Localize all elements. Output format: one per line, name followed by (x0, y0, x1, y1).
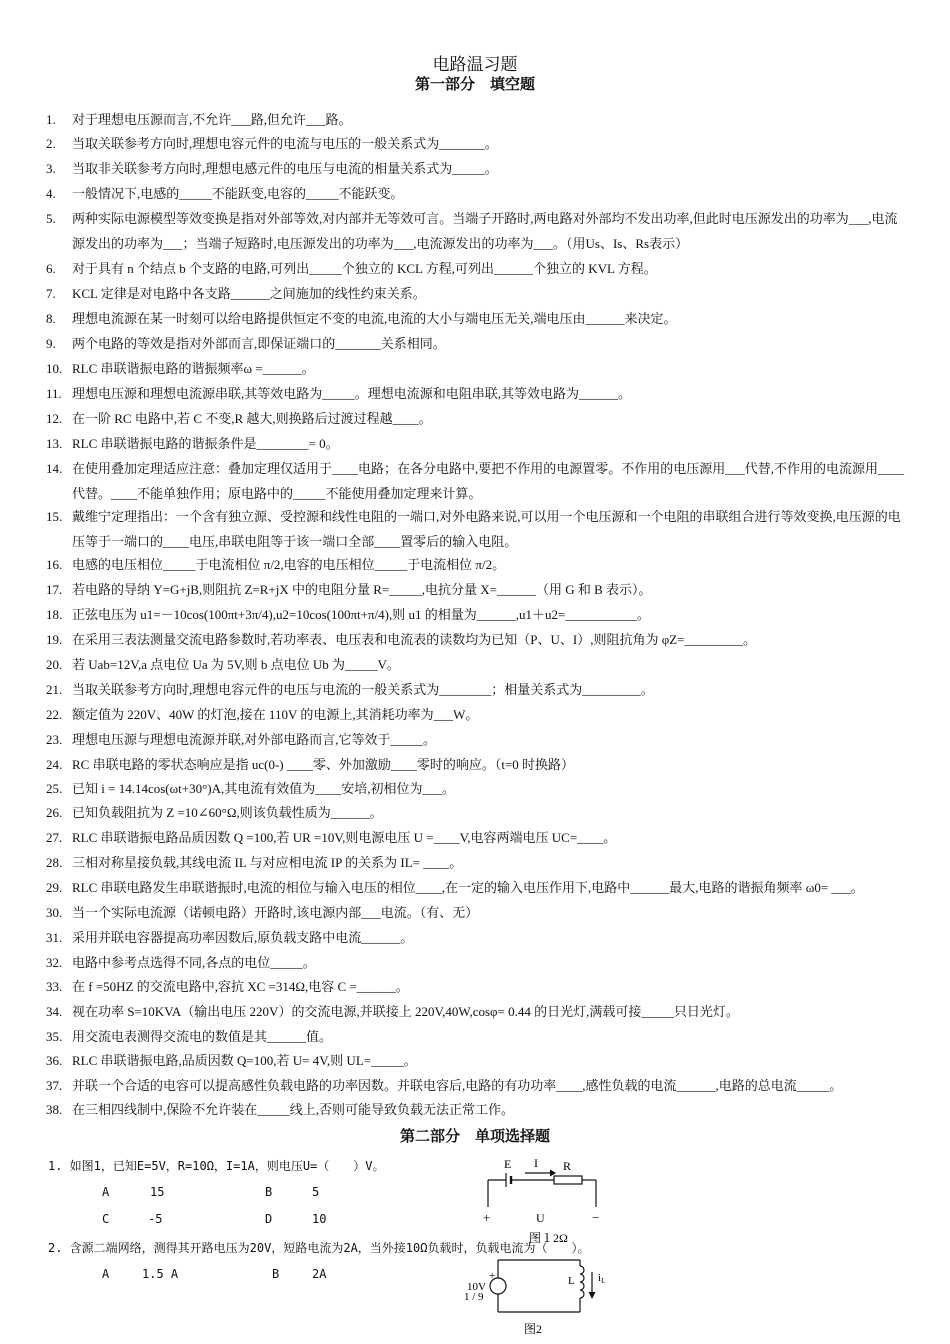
fig1-resistor (554, 1176, 582, 1184)
question-text: 正弦电压为 u1=－10cos(100πt+3π/4),u2=10cos(100πt+π/4),则 u1 的相量为______,u1＋u2=___________。 (72, 607, 650, 622)
fig1-label-u: U (536, 1211, 545, 1225)
fill-in-question (46, 505, 910, 554)
question-text: 在采用三表法测量交流电路参数时,若功率表、电压表和电流表的读数均为已知（P、U、I）,则阻抗角为 φZ=_________。 (72, 632, 756, 647)
question-number: 15. (46, 509, 63, 524)
part-one-title: 第一部分 填空题 (414, 77, 535, 93)
fill-in-question (46, 753, 910, 778)
question-number: 28. (46, 855, 63, 870)
question-text: 对于具有 n 个结点 b 个支路的电路,可列出_____个独立的 KCL 方程,可列出______个独立的 KVL 方程。 (72, 261, 657, 276)
question-number: 21. (46, 682, 63, 697)
question-number: 18. (46, 607, 63, 622)
fill-in-question (46, 207, 910, 256)
question-text: RC 串联电路的零状态响应是指 uc(0-) ____零、外加激励____零时的响应。（t=0 时换路） (72, 757, 575, 772)
question-number: 1. (46, 112, 56, 127)
fig2-il-arrowhead (589, 1292, 596, 1299)
question-text: RLC 串联谐振电路品质因数 Q =100,若 UR =10V,则电源电压 U =____V,电容两端电压 UC=____。 (72, 830, 617, 845)
question-text: 在三相四线制中,保险不允许装在_____线上,否则可能导致负载无法正常工作。 (72, 1102, 515, 1117)
fill-in-question (46, 777, 910, 802)
question-number: 34. (46, 1004, 63, 1019)
mc-q1-option-a-letter: A (102, 1185, 110, 1199)
question-number: 4. (46, 186, 56, 201)
page-title: 电路温习题 (432, 55, 518, 74)
fig1-label-minus: − (592, 1210, 600, 1225)
fig1-caption: 图１2Ω (529, 1231, 568, 1245)
question-text: 视在功率 S=10KVA（输出电压 220V）的交流电源,并联接上 220V,40W,cosφ= 0.44 的日光灯,满载可接_____只日光灯。 (72, 1004, 739, 1019)
question-text: 对于理想电压源而言,不允许___路,但允许___路。 (72, 112, 352, 127)
fill-in-question (46, 628, 910, 653)
mc-q1-option-d-value: 10 (312, 1212, 327, 1226)
question-number: 3. (46, 161, 56, 176)
question-text: 两个电路的等效是指对外部而言,即保证端口的_______关系相同。 (72, 336, 446, 351)
question-text: 当取关联参考方向时,理想电容元件的电压与电流的一般关系式为________；相量关系式为_________。 (72, 682, 654, 697)
question-number: 12. (46, 411, 63, 426)
question-text: 当取关联参考方向时,理想电容元件的电流与电压的一般关系式为_______。 (72, 136, 498, 151)
fig1-label-plus: + (483, 1210, 491, 1225)
fill-in-question (46, 1074, 910, 1099)
fill-in-question (46, 578, 910, 603)
mc-q1-option-b-value: 5 (312, 1185, 320, 1199)
question-text: 在一阶 RC 电路中,若 C 不变,R 越大,则换路后过渡过程越____。 (72, 411, 432, 426)
question-text: 在使用叠加定理适应注意：叠加定理仅适用于____电路；在各分电路中,要把不作用的电源置零。不作用的电压源用___代替,不作用的电流源用____代替。____不能单独作用；原电路中的_____不能使用叠加定理来计算。 (72, 461, 905, 501)
question-number: 36. (46, 1053, 63, 1068)
question-text: RLC 串联电路发生串联谐振时,电流的相位与输入电压的相位____,在一定的输入电压作用下,电路中______最大,电路的谐振角频率 ω0= ___。 (72, 880, 864, 895)
mc-q2-option-a-value: 1.5 A (142, 1267, 179, 1281)
fig2-label-ratio: 1 / 9 (464, 1291, 484, 1303)
fill-in-question (46, 1025, 910, 1050)
question-number: 7. (46, 286, 56, 301)
question-number: 30. (46, 905, 63, 920)
fig2-label-10v: 10V (467, 1281, 486, 1293)
question-number: 35. (46, 1029, 63, 1044)
figure-2-circuit (460, 1248, 620, 1342)
mc-q2-option-b-letter: B (272, 1267, 280, 1281)
fill-in-question (46, 132, 910, 157)
fig2-label-plus: + (489, 1270, 496, 1282)
question-number: 6. (46, 261, 56, 276)
fig2-inductor-coil (580, 1266, 584, 1298)
fill-in-question (46, 432, 910, 457)
fig1-label-r: R (563, 1159, 572, 1173)
fig2-caption: 图2 (524, 1322, 543, 1336)
question-text: 采用并联电容器提高功率因数后,原负载支路中电流______。 (72, 930, 414, 945)
question-number: 32. (46, 955, 63, 970)
fill-in-question (46, 728, 910, 753)
mc-q1-option-c-value: -5 (148, 1212, 163, 1226)
question-text: 理想电流源在某一时刻可以给电路提供恒定不变的电流,电流的大小与端电压无关,端电压由______来决定。 (72, 311, 677, 326)
fill-in-question (46, 876, 910, 901)
question-text: 两种实际电源模型等效变换是指对外部等效,对内部并无等效可言。当端子开路时,两电路对外部均不发出功率,但此时电压源发出的功率为___,电流源发出的功率为___；当端子短路时,电压源发出的功率为___,电流源发出的功率为___。（用Us、Is、Rs表示） (72, 211, 898, 251)
question-number: 8. (46, 311, 56, 326)
question-number: 16. (46, 557, 63, 572)
question-number: 14. (46, 461, 63, 476)
fill-in-question (46, 1000, 910, 1025)
question-number: 26. (46, 805, 63, 820)
question-number: 27. (46, 830, 63, 845)
question-text: 用交流电表测得交流电的数值是其______值。 (72, 1029, 333, 1044)
fill-in-question (46, 457, 910, 506)
fill-in-question (46, 653, 910, 678)
fill-in-question (46, 1049, 910, 1074)
fill-in-question (46, 603, 910, 628)
question-number: 2. (46, 136, 56, 151)
question-number: 37. (46, 1078, 63, 1093)
question-number: 5. (46, 211, 56, 226)
fill-in-question (46, 257, 910, 282)
fill-in-question (46, 108, 910, 133)
question-number: 23. (46, 732, 63, 747)
fill-in-question (46, 182, 910, 207)
mc-q1-option-b-letter: B (265, 1185, 273, 1199)
question-number: 10. (46, 361, 63, 376)
question-text: RLC 串联谐振电路的谐振条件是________= 0。 (72, 436, 339, 451)
fill-in-question (46, 826, 910, 851)
fill-in-question (46, 332, 910, 357)
fill-in-question (46, 901, 910, 926)
fig2-label-l: L (568, 1275, 575, 1287)
fill-in-question (46, 282, 910, 307)
question-number: 25. (46, 781, 63, 796)
fill-in-question (46, 801, 910, 826)
mc-question-2: 2. 含源二端网络，测得其开路电压为20V，短路电流为2A，当外接10Ω负载时，负载电流为（ ）。 (48, 1241, 590, 1255)
question-text: KCL 定律是对电路中各支路______之间施加的线性约束关系。 (72, 286, 426, 301)
question-text: 一般情况下,电感的_____不能跃变,电容的_____不能跃变。 (72, 186, 404, 201)
mc-q1-option-a-value: 15 (150, 1185, 165, 1199)
figure-1-circuit (470, 1152, 620, 1247)
question-text: 已知负载阻抗为 Z =10∠60°Ω,则该负载性质为______。 (72, 805, 383, 820)
mc-q1-option-d-letter: D (265, 1212, 273, 1226)
fill-in-question (46, 553, 910, 578)
question-text: 当一个实际电流源（诺顿电路）开路时,该电源内部___电流。（有、无） (72, 905, 479, 920)
question-text: 并联一个合适的电容可以提高感性负载电路的功率因数。并联电容后,电路的有功功率____,感性负载的电流______,电路的总电流_____。 (72, 1078, 843, 1093)
fill-in-question (46, 307, 910, 332)
question-text: 额定值为 220V、40W 的灯泡,接在 110V 的电源上,其消耗功率为___W。 (72, 707, 479, 722)
fill-in-question (46, 407, 910, 432)
mc-q1-option-c-letter: C (102, 1212, 110, 1226)
question-number: 31. (46, 930, 63, 945)
fig2-label-il: iL (598, 1272, 606, 1285)
question-text: 理想电压源和理想电流源串联,其等效电路为_____。理想电流源和电阻串联,其等效电路为______。 (72, 386, 632, 401)
fig1-label-i: I (534, 1156, 538, 1170)
question-text: 若 Uab=12V,a 点电位 Ua 为 5V,则 b 点电位 Ub 为_____V。 (72, 657, 400, 672)
question-text: 当取非关联参考方向时,理想电感元件的电压与电流的相量关系式为_____。 (72, 161, 498, 176)
question-text: 戴维宁定理指出：一个含有独立源、受控源和线性电阻的一端口,对外电路来说,可以用一个电压源和一个电阻的串联组合进行等效变换,电压源的电压等于一端口的____电压,串联电阻等于该一端口全部____置零后的输入电阻。 (72, 509, 901, 549)
fill-in-question (46, 703, 910, 728)
question-text: 若电路的导纳 Y=G+jB,则阻抗 Z=R+jX 中的电阻分量 R=_____,电抗分量 X=______（用 G 和 B 表示）。 (72, 582, 652, 597)
fill-in-question (46, 157, 910, 182)
mc-question-1: 1. 如图1，已知E=5V，R=10Ω，I=1A，则电压U=（ ）V。 (48, 1159, 385, 1173)
question-number: 22. (46, 707, 63, 722)
mc-q2-option-a-letter: A (102, 1267, 110, 1281)
fill-in-question (46, 951, 910, 976)
fill-in-question (46, 926, 910, 951)
question-number: 11. (46, 386, 62, 401)
question-text: 电路中参考点选得不同,各点的电位_____。 (72, 955, 316, 970)
question-text: 在 f =50HZ 的交流电路中,容抗 XC =314Ω,电容 C =______。 (72, 979, 409, 994)
question-text: 三相对称星接负载,其线电流 IL 与对应相电流 IP 的关系为 IL= ____。 (72, 855, 463, 870)
mc-q2-option-b-value: 2A (312, 1267, 327, 1281)
question-text: 理想电压源与理想电流源并联,对外部电路而言,它等效于_____。 (72, 732, 437, 747)
question-text: RLC 串联谐振电路的谐振频率ω =______。 (72, 361, 315, 376)
question-text: RLC 串联谐振电路,品质因数 Q=100,若 U= 4V,则 UL=_____。 (72, 1053, 417, 1068)
question-text: 电感的电压相位_____于电流相位 π/2,电容的电压相位_____于电流相位 π/2。 (72, 557, 506, 572)
fill-in-question (46, 1098, 910, 1123)
question-number: 33. (46, 979, 63, 994)
fill-in-question (46, 851, 910, 876)
question-number: 24. (46, 757, 63, 772)
question-number: 29. (46, 880, 63, 895)
question-number: 17. (46, 582, 63, 597)
fill-in-question (46, 357, 910, 382)
fill-in-question (46, 382, 910, 407)
question-number: 20. (46, 657, 63, 672)
question-text: 已知 i = 14.14cos(ωt+30°)A,其电流有效值为____安培,初相位为___。 (72, 781, 456, 796)
question-number: 13. (46, 436, 63, 451)
question-number: 9. (46, 336, 56, 351)
fill-in-question (46, 975, 910, 1000)
question-number: 38. (46, 1102, 63, 1117)
fill-in-question (46, 678, 910, 703)
part-two-title: 第二部分 单项选择题 (399, 1129, 550, 1145)
question-number: 19. (46, 632, 63, 647)
fig1-label-e: E (504, 1157, 512, 1171)
